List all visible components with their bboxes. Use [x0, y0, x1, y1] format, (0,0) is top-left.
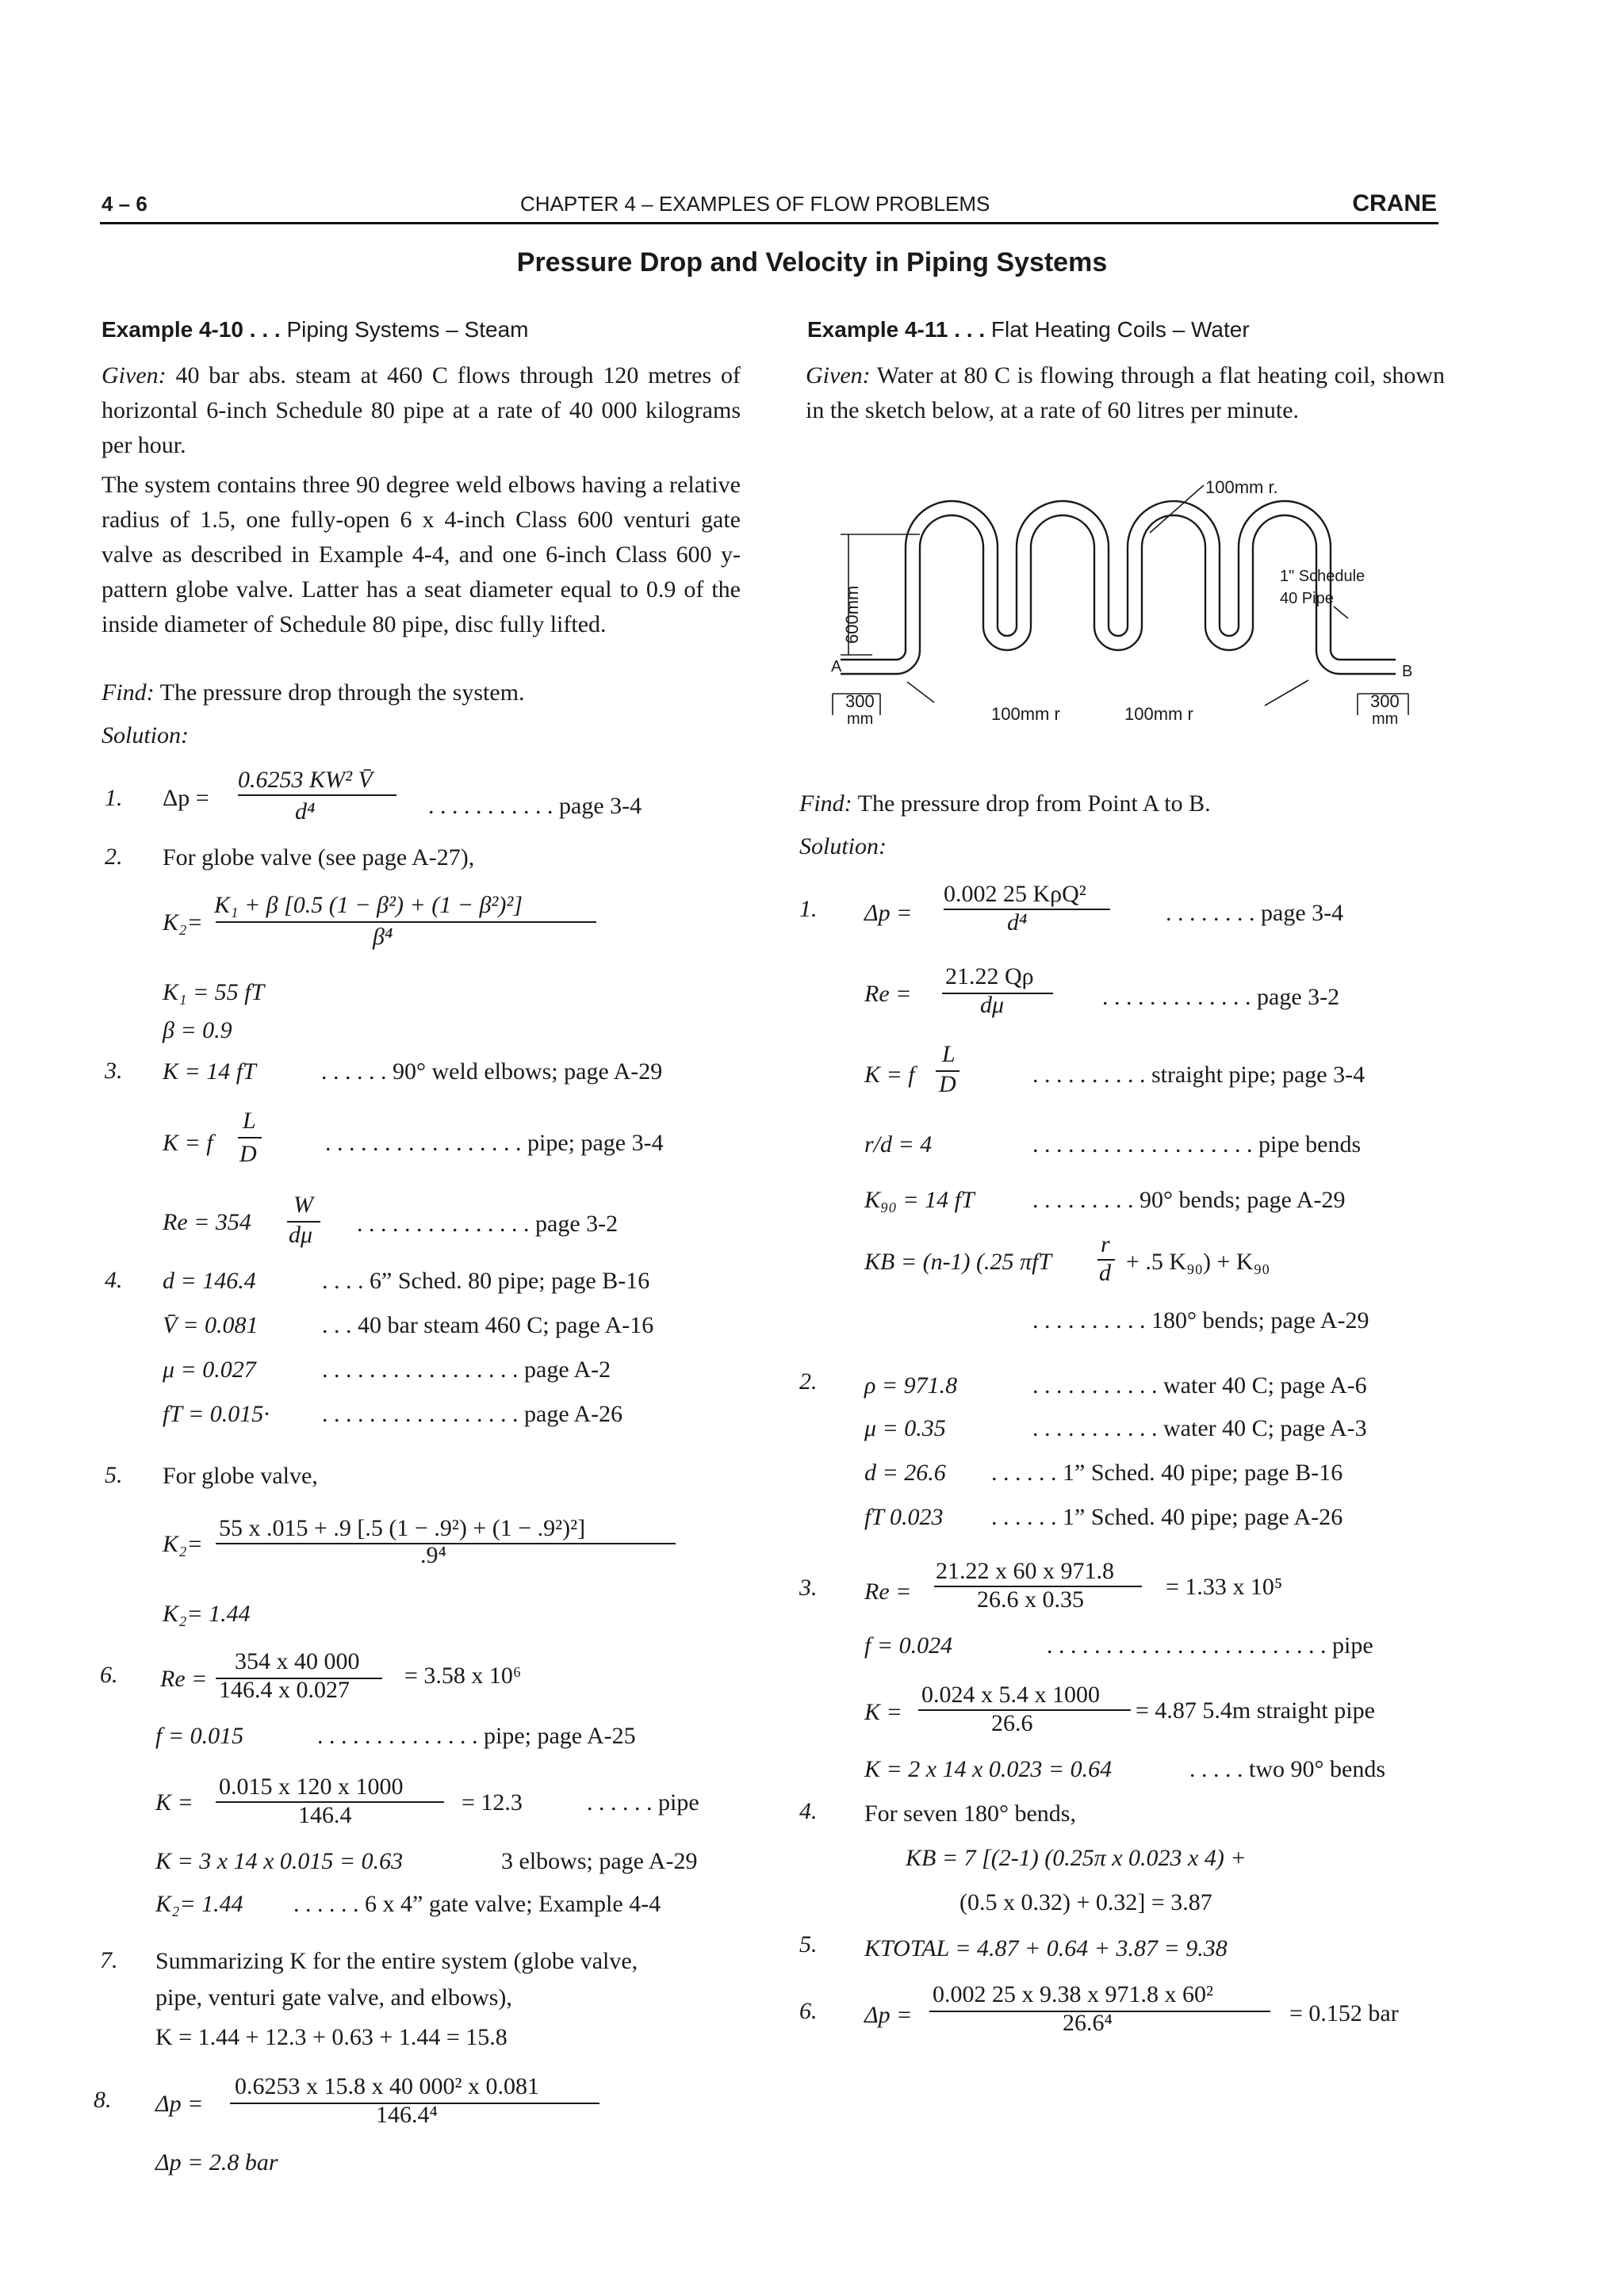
chapter-title: CHAPTER 4 – EXAMPLES OF FLOW PROBLEMS: [520, 192, 990, 216]
left-s3-re-reference: . . . . . . . . . . . . . . . page 3-2: [357, 1211, 619, 1237]
left-given-text: 40 bar abs. steam at 460 C flows through 120 metres of horizontal 6-inch Schedule 80 pipe at a rate of 40 000 kilograms per hour.: [102, 362, 741, 458]
right-s4-kb-line-1: KB = 7 [(2-1) (0.25π x 0.023 x 4) +: [906, 1845, 1247, 1871]
left-s2-k-numerator: K₁ + β [0.5 (1 − β²) + (1 − β²)²]: [214, 892, 523, 918]
diagram-300-left-value: 300: [845, 691, 875, 711]
left-s4-row-lhs: d = 146.4: [163, 1268, 256, 1294]
left-s3-kfld-reference: . . . . . . . . . . . . . . . . . pipe; page 3-4: [325, 1130, 664, 1156]
right-given-label: Given:: [806, 362, 871, 388]
right-s1-re-reference: . . . . . . . . . . . . . page 3-2: [1102, 984, 1340, 1010]
left-s6-k-result: = 12.3: [462, 1789, 523, 1816]
diagram-point-b: B: [1402, 663, 1413, 680]
example-4-10-number: Example 4-10 . . .: [102, 317, 281, 342]
right-s1-kb-denominator: d: [1099, 1260, 1111, 1286]
coil-outer-path: [841, 501, 1396, 674]
right-s2-row-ref: . . . . . . . . . . . water 40 C; page A-6: [1032, 1372, 1367, 1399]
left-s8-denominator: 146.4⁴: [376, 2102, 438, 2128]
left-s5-k-result: K₂= 1.44: [163, 1601, 251, 1627]
left-s6-k2: K₂= 1.44: [155, 1891, 243, 1917]
right-step-5-number: 5.: [799, 1931, 818, 1957]
right-s1-k-lhs: K = f: [864, 1062, 915, 1088]
left-s4-row-ref: . . . . . . . . . . . . . . . . . page A-26: [322, 1401, 623, 1427]
left-s6-re-result: = 3.58 x 10⁶: [404, 1663, 522, 1689]
diagram-radius-label-bottom-2: 100mm r: [1124, 704, 1193, 724]
brand-name: CRANE: [1352, 190, 1437, 216]
right-s3-re-result: = 1.33 x 10⁵: [1166, 1574, 1283, 1600]
left-s7-text-2: pipe, venturi gate valve, and elbows),: [155, 1984, 512, 2011]
left-solution-label: Solution:: [102, 722, 189, 748]
running-header: [100, 189, 1438, 224]
left-s6-k2-reference: . . . . . . 6 x 4” gate valve; Example 4-4: [293, 1891, 661, 1917]
left-s1-fraction-bar: [238, 794, 396, 796]
left-s6-k-lhs: K =: [155, 1789, 193, 1816]
left-s6-f: f = 0.015: [155, 1723, 244, 1749]
left-s4-row-lhs: fT = 0.015·: [163, 1401, 270, 1427]
left-s8-numerator: 0.6253 x 15.8 x 40 000² x 0.081: [235, 2073, 539, 2099]
left-s4-row-ref: . . . . . . . . . . . . . . . . . page A-2: [322, 1357, 611, 1383]
right-s6-result: = 0.152 bar: [1289, 2000, 1399, 2026]
right-s6-denominator: 26.6⁴: [1063, 2010, 1113, 2036]
left-s6-k-denominator: 146.4: [298, 1802, 352, 1828]
diagram-radius-label-top: 100mm r.: [1205, 477, 1278, 497]
right-s6-lhs: Δp =: [864, 2002, 913, 2028]
left-step-5-number: 5.: [105, 1462, 123, 1488]
left-s3-k-reference: . . . . . . 90° weld elbows; page A-29: [321, 1058, 663, 1085]
left-s4-row-lhs: μ = 0.027: [163, 1357, 256, 1383]
right-s1-re-lhs: Re =: [864, 981, 912, 1007]
left-find-text: The pressure drop through the system.: [159, 679, 525, 706]
left-step-2-number: 2.: [105, 844, 123, 870]
left-s1-denominator: d⁴: [295, 798, 316, 825]
right-s1-k90: K₉₀ = 14 fT: [864, 1187, 975, 1213]
right-s1-rd: r/d = 4: [864, 1131, 933, 1158]
left-s6-k-numerator: 0.015 x 120 x 1000: [219, 1774, 404, 1800]
left-s2-fraction-bar: [216, 921, 596, 923]
left-s4-row-lhs: V̄ = 0.081: [163, 1312, 259, 1338]
left-s6-re-numerator: 354 x 40 000: [235, 1648, 360, 1674]
left-s3-kfld-numerator: L: [243, 1108, 256, 1134]
left-s6-k-reference: . . . . . . pipe: [587, 1789, 699, 1816]
right-s1-kb-lhs: KB = (n-1) (.25 πfT: [864, 1249, 1052, 1275]
right-find-text: The pressure drop from Point A to B.: [857, 790, 1211, 817]
left-s1-lhs: Δp =: [163, 785, 209, 811]
right-step-3-number: 3.: [799, 1575, 818, 1601]
left-s6-f-reference: . . . . . . . . . . . . . . pipe; page A-25: [317, 1723, 636, 1749]
right-s1-rd-reference: . . . . . . . . . . . . . . . . . . . pipe bends: [1032, 1131, 1362, 1158]
left-s2-k-lhs: K₂=: [163, 909, 203, 936]
diagram-height-label: 600mm: [842, 585, 862, 644]
left-s1-numerator: 0.6253 KW² V̄: [238, 767, 373, 793]
left-step-1-number: 1.: [105, 785, 123, 811]
diagram-schedule-label-2: 40 Pipe: [1280, 590, 1334, 607]
right-s3-re-numerator: 21.22 x 60 x 971.8: [936, 1558, 1114, 1584]
left-s3-kfld-denominator: D: [239, 1141, 257, 1167]
left-given: [102, 358, 741, 463]
left-s6-k3-reference: 3 elbows; page A-29: [501, 1848, 698, 1874]
right-s1-kb-reference: . . . . . . . . . . 180° bends; page A-29: [1032, 1307, 1369, 1334]
right-s1-re-numerator: 21.22 Qρ: [945, 963, 1034, 989]
left-s3-re-denominator: dμ: [289, 1222, 313, 1248]
right-s4-kb-line-2: (0.5 x 0.32) + 0.32] = 3.87: [959, 1889, 1212, 1915]
right-s4-text: For seven 180° bends,: [864, 1800, 1076, 1827]
page-title: Pressure Drop and Velocity in Piping Systems: [516, 247, 1108, 277]
right-step-4-number: 4.: [799, 1798, 818, 1824]
right-s1-kb-numerator: r: [1101, 1231, 1110, 1257]
right-s2-row-ref: . . . . . . . . . . . water 40 C; page A-3: [1032, 1415, 1367, 1441]
right-find: [799, 786, 1211, 821]
left-step-3-number: 3.: [105, 1058, 123, 1084]
right-s3-k2: K = 2 x 14 x 0.023 = 0.64: [864, 1756, 1113, 1782]
right-s1-denominator: d⁴: [1007, 909, 1028, 936]
left-s3-k: K = 14 fT: [163, 1058, 256, 1085]
right-step-2-number: 2.: [799, 1368, 818, 1395]
left-step-4-number: 4.: [105, 1267, 123, 1293]
left-s1-reference: . . . . . . . . . . . page 3-4: [428, 793, 642, 819]
left-s6-re-denominator: 146.4 x 0.027: [219, 1677, 350, 1703]
right-s6-numerator: 0.002 25 x 9.38 x 971.8 x 60²: [933, 1981, 1213, 2007]
right-s3-k2-reference: . . . . . two 90° bends: [1189, 1756, 1385, 1782]
right-s2-row-ref: . . . . . . 1” Sched. 40 pipe; page A-26: [991, 1504, 1343, 1530]
right-s3-k-numerator: 0.024 x 5.4 x 1000: [921, 1682, 1100, 1708]
left-s2-text: For globe valve (see page A-27),: [163, 844, 475, 871]
right-s3-k-result: = 4.87 5.4m straight pipe: [1136, 1697, 1375, 1724]
right-s5-total: KTOTAL = 4.87 + 0.64 + 3.87 = 9.38: [864, 1935, 1228, 1961]
example-4-10-heading: [102, 317, 528, 342]
left-step-8-number: 8.: [94, 2087, 112, 2113]
left-s3-kfld-lhs: K = f: [163, 1130, 213, 1156]
diagram-300-right-unit: mm: [1372, 710, 1399, 728]
left-s6-k3: K = 3 x 14 x 0.015 = 0.63: [155, 1848, 404, 1874]
left-s2-k-denominator: β⁴: [373, 924, 393, 950]
right-s1-k90-reference: . . . . . . . . . 90° bends; page A-29: [1032, 1187, 1346, 1213]
right-s2-row-ref: . . . . . . 1” Sched. 40 pipe; page B-16: [991, 1460, 1343, 1486]
right-s1-k-denominator: D: [939, 1071, 956, 1097]
right-s2-row-lhs: fT 0.023: [864, 1504, 944, 1530]
right-s3-k-lhs: K =: [864, 1699, 902, 1725]
left-given-label: Given:: [102, 362, 167, 388]
right-s1-numerator: 0.002 25 KρQ²: [944, 881, 1086, 907]
left-s8-lhs: Δp =: [155, 2091, 204, 2117]
right-s2-row-lhs: d = 26.6: [864, 1460, 946, 1486]
page-number: 4 – 6: [102, 192, 147, 216]
left-s3-re-numerator: W: [293, 1192, 313, 1218]
right-s3-f-reference: . . . . . . . . . . . . . . . . . . . . . . . . pipe: [1047, 1632, 1373, 1659]
left-s5-k-lhs: K₂=: [163, 1531, 203, 1557]
diagram-radius-label-bottom-1: 100mm r: [991, 704, 1060, 724]
left-s7-sum: K = 1.44 + 12.3 + 0.63 + 1.44 = 15.8: [155, 2024, 508, 2050]
left-step-6-number: 6.: [100, 1662, 118, 1688]
example-4-11-subject: Flat Heating Coils – Water: [985, 317, 1250, 342]
right-s2-row-lhs: μ = 0.35: [864, 1415, 946, 1441]
example-4-11-number: Example 4-11 . . .: [807, 317, 986, 342]
right-step-6-number: 6.: [799, 1998, 818, 2024]
left-find-label: Find:: [102, 679, 155, 706]
example-4-11-heading: [807, 317, 1250, 342]
right-s3-k-denominator: 26.6: [991, 1710, 1033, 1736]
right-s3-f: f = 0.024: [864, 1632, 953, 1659]
right-s1-k-reference: . . . . . . . . . . straight pipe; page 3-4: [1032, 1062, 1365, 1088]
left-s4-row-ref: . . . . 6” Sched. 80 pipe; page B-16: [322, 1268, 650, 1294]
right-s1-re-denominator: dμ: [980, 992, 1005, 1018]
left-s2-beta: β = 0.9: [163, 1017, 232, 1043]
diagram-300-right-value: 300: [1370, 691, 1400, 711]
diagram-point-a: A: [831, 658, 842, 675]
left-s6-re-lhs: Re =: [160, 1666, 208, 1692]
right-step-1-number: 1.: [799, 896, 818, 922]
left-find: [102, 675, 525, 710]
right-s2-row-lhs: ρ = 971.8: [864, 1372, 958, 1399]
right-s1-kb-rest: + .5 K₉₀) + K₉₀: [1126, 1249, 1270, 1275]
left-s5-k-denominator: .9⁴: [420, 1542, 446, 1568]
diagram-schedule-label-1: 1" Schedule: [1280, 568, 1365, 585]
left-s2-k1: K₁ = 55 fT: [163, 979, 265, 1005]
left-system-description: The system contains three 90 degree weld elbows having a relative radius of 1.5, one fully-open 6 x 4-inch Class 600 venturi gate valve as described in Example 4-4, and one 6-inch Class 600 y-pattern globe valve. Latter has a seat diameter equal to 0.9 of the inside diameter of Schedule 80 pipe, disc fully lifted.: [102, 472, 741, 637]
left-s5-text: For globe valve,: [163, 1463, 318, 1489]
diagram-300-left-unit: mm: [847, 710, 874, 728]
heating-coil-diagram: [825, 468, 1427, 737]
example-4-10-subject: Piping Systems – Steam: [280, 317, 529, 342]
right-find-label: Find:: [799, 790, 852, 817]
right-given: [806, 358, 1445, 428]
right-s3-re-lhs: Re =: [864, 1578, 912, 1605]
left-s5-k-numerator: 55 x .015 + .9 [.5 (1 − .9²) + (1 − .9²)²]: [219, 1515, 586, 1541]
right-s3-re-denominator: 26.6 x 0.35: [977, 1586, 1084, 1613]
left-s7-text-1: Summarizing K for the entire system (globe valve,: [155, 1948, 638, 1974]
right-solution-label: Solution:: [799, 833, 887, 859]
right-s1-lhs: Δp =: [864, 900, 913, 926]
left-s8-result: Δp = 2.8 bar: [155, 2149, 278, 2175]
left-s4-row-ref: . . . 40 bar steam 460 C; page A-16: [322, 1312, 654, 1338]
right-s1-reference: . . . . . . . . page 3-4: [1166, 900, 1344, 926]
left-s3-re-lhs: Re = 354: [163, 1209, 251, 1235]
right-given-text: Water at 80 C is flowing through a flat heating coil, shown in the sketch below, at a rate of 60 litres per minute.: [806, 362, 1445, 423]
right-s1-k-numerator: L: [942, 1041, 956, 1067]
left-step-7-number: 7.: [100, 1947, 118, 1973]
